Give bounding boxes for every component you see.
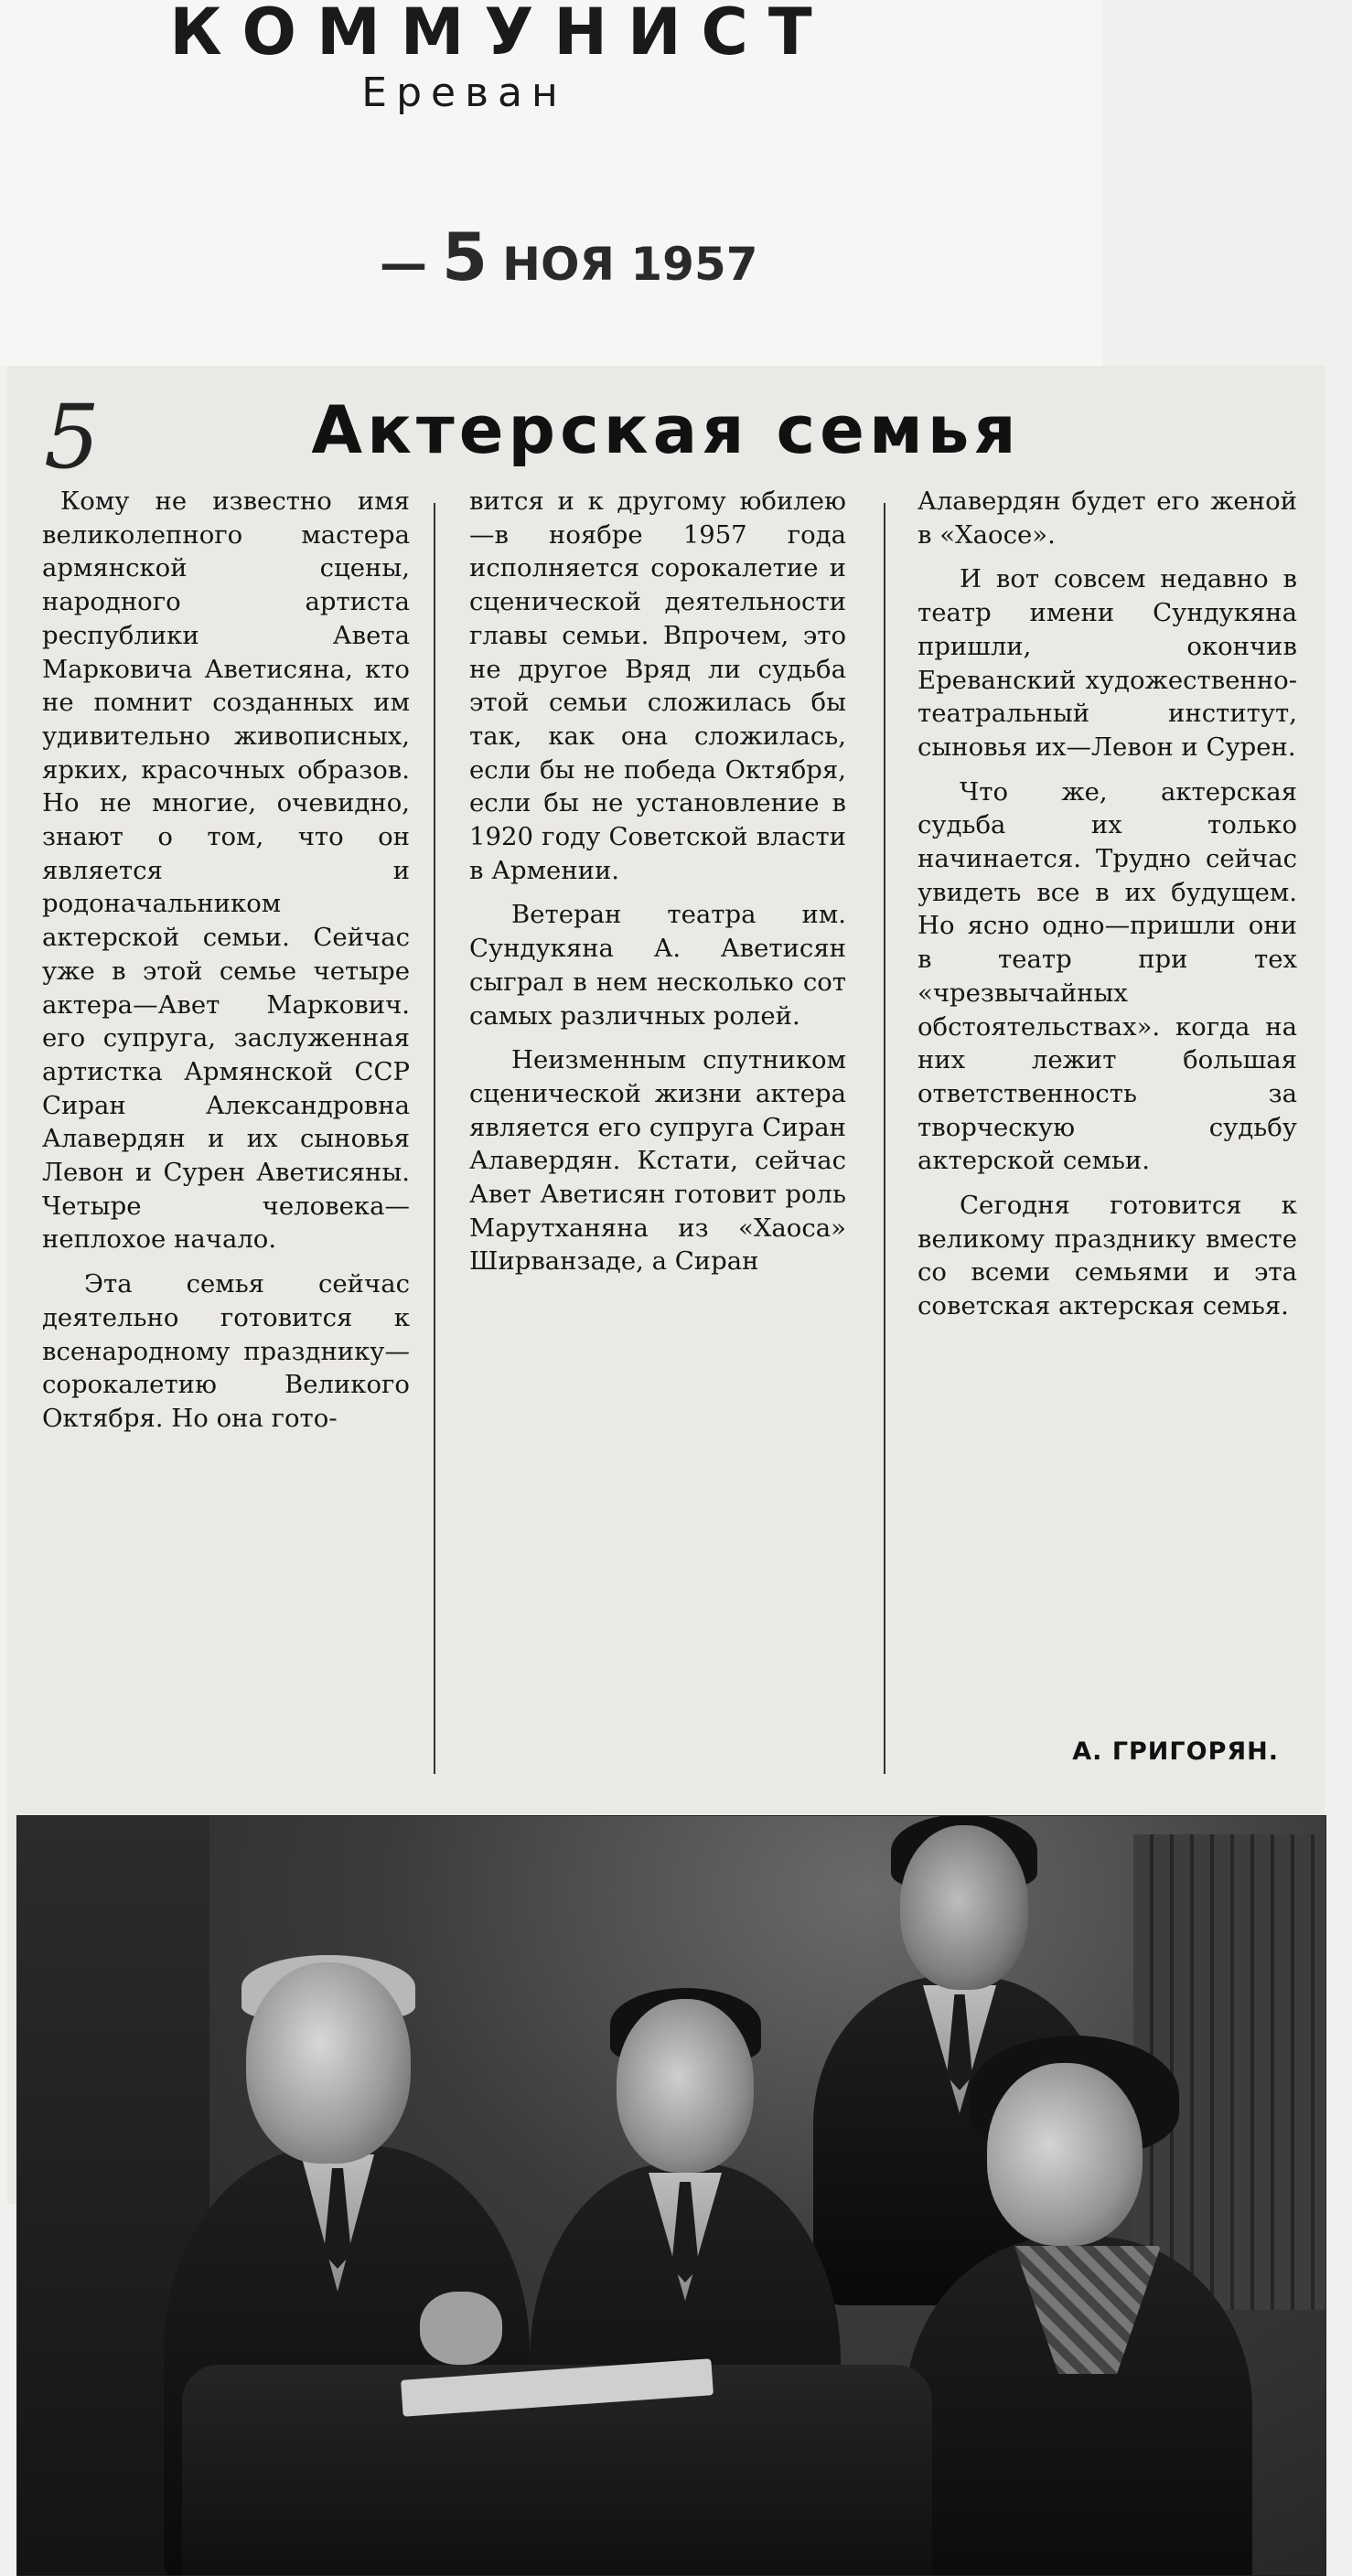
figure-head (246, 1962, 411, 2164)
figure-head (987, 2063, 1143, 2246)
figure-head (900, 1825, 1028, 1990)
article-photograph (16, 1815, 1326, 2576)
figure-head (617, 1999, 754, 2173)
publication-title: КОММУНИСТ (169, 0, 832, 69)
paragraph: Алавердян будет его женой в «Хаосе». (917, 486, 1297, 550)
paragraph: И вот совсем недавно в театр имени Сундукяна пришли, окончив Ереванский художественно-театральный институт, сыновья их—Левон и Сурен. (917, 564, 1297, 762)
paragraph: вится и к другому юбилею—в ноябре 1957 года исполняется сорокалетие и сценической деятельности главы семьи. Впрочем, это не другое Вряд ли судьба этой семьи сложилась бы так, как она сложилась, если бы не победа Октября, если бы не установление в 1920 году Советской власти в Армении. (469, 486, 846, 885)
paragraph: Кому не известно имя великолепного мастера армянской сцены, народного артиста республики Авета Марковича Аветисяна, кто не помнит созданных им удивительно живописных, ярких, красочных образов. Но не многие, очевидно, знают о том, что он является и родоначальником актерской семьи. Сейчас уже в этой семье четыре актера—Авет Маркович. его супруга, заслуженная артистка Армянской ССР Сиран Александровна Алавердян и их сыновья Левон и Сурен Аветисяны. Четыре человека—неплохое начало. (42, 486, 410, 1255)
article-column-2 (469, 485, 846, 1278)
figure-hand (420, 2292, 502, 2365)
paragraph: Что же, актерская судьба их только начинается. Трудно сейчас увидеть все в их будущем. Но ясно одно—пришли они в театр при тех «чрезвычайных обстоятельствах». когда на них лежит большая ответственность за творческую судьбу актерской семьи. (917, 776, 1297, 1176)
paragraph: Ветеран театра им. Сундукяна А. Аветисян сыграл в нем несколько сот самых различных ролей. (469, 900, 846, 1031)
article-columns (7, 485, 1325, 1801)
handwritten-number: 5 (44, 386, 101, 488)
paragraph: Эта семья сейчас деятельно готовится к всенародному празднику—сорокалетию Великого Октября. Но она гото- (42, 1269, 410, 1433)
date-stamp (380, 219, 758, 295)
column-divider (884, 503, 885, 1774)
paragraph: Сегодня готовится к великому празднику вместе со всеми семьями и эта советская актерская семья. (917, 1191, 1297, 1321)
article-column-3 (917, 485, 1297, 1323)
article-headline: Актерская семья (311, 391, 1021, 468)
publication-city: Ереван (361, 69, 567, 116)
article-clipping (7, 366, 1325, 2204)
woman-figure-icon (905, 2063, 1252, 2576)
date-stamp-day: 5 (442, 219, 488, 295)
paragraph: Неизменным спутником сценической жизни актера является его супруга Сиран Алавердян. Кстати, сейчас Авет Аветисян готовит роль Марутханяна из «Хаоса» Ширванзаде, а Сиран (469, 1045, 846, 1277)
masthead-clipping (0, 0, 1102, 366)
date-stamp-month-year: НОЯ 1957 (502, 238, 758, 291)
article-column-1 (42, 485, 410, 1436)
column-divider (434, 503, 435, 1774)
date-stamp-dash: — (380, 237, 427, 292)
article-byline: А. ГРИГОРЯН. (1072, 1737, 1279, 1766)
